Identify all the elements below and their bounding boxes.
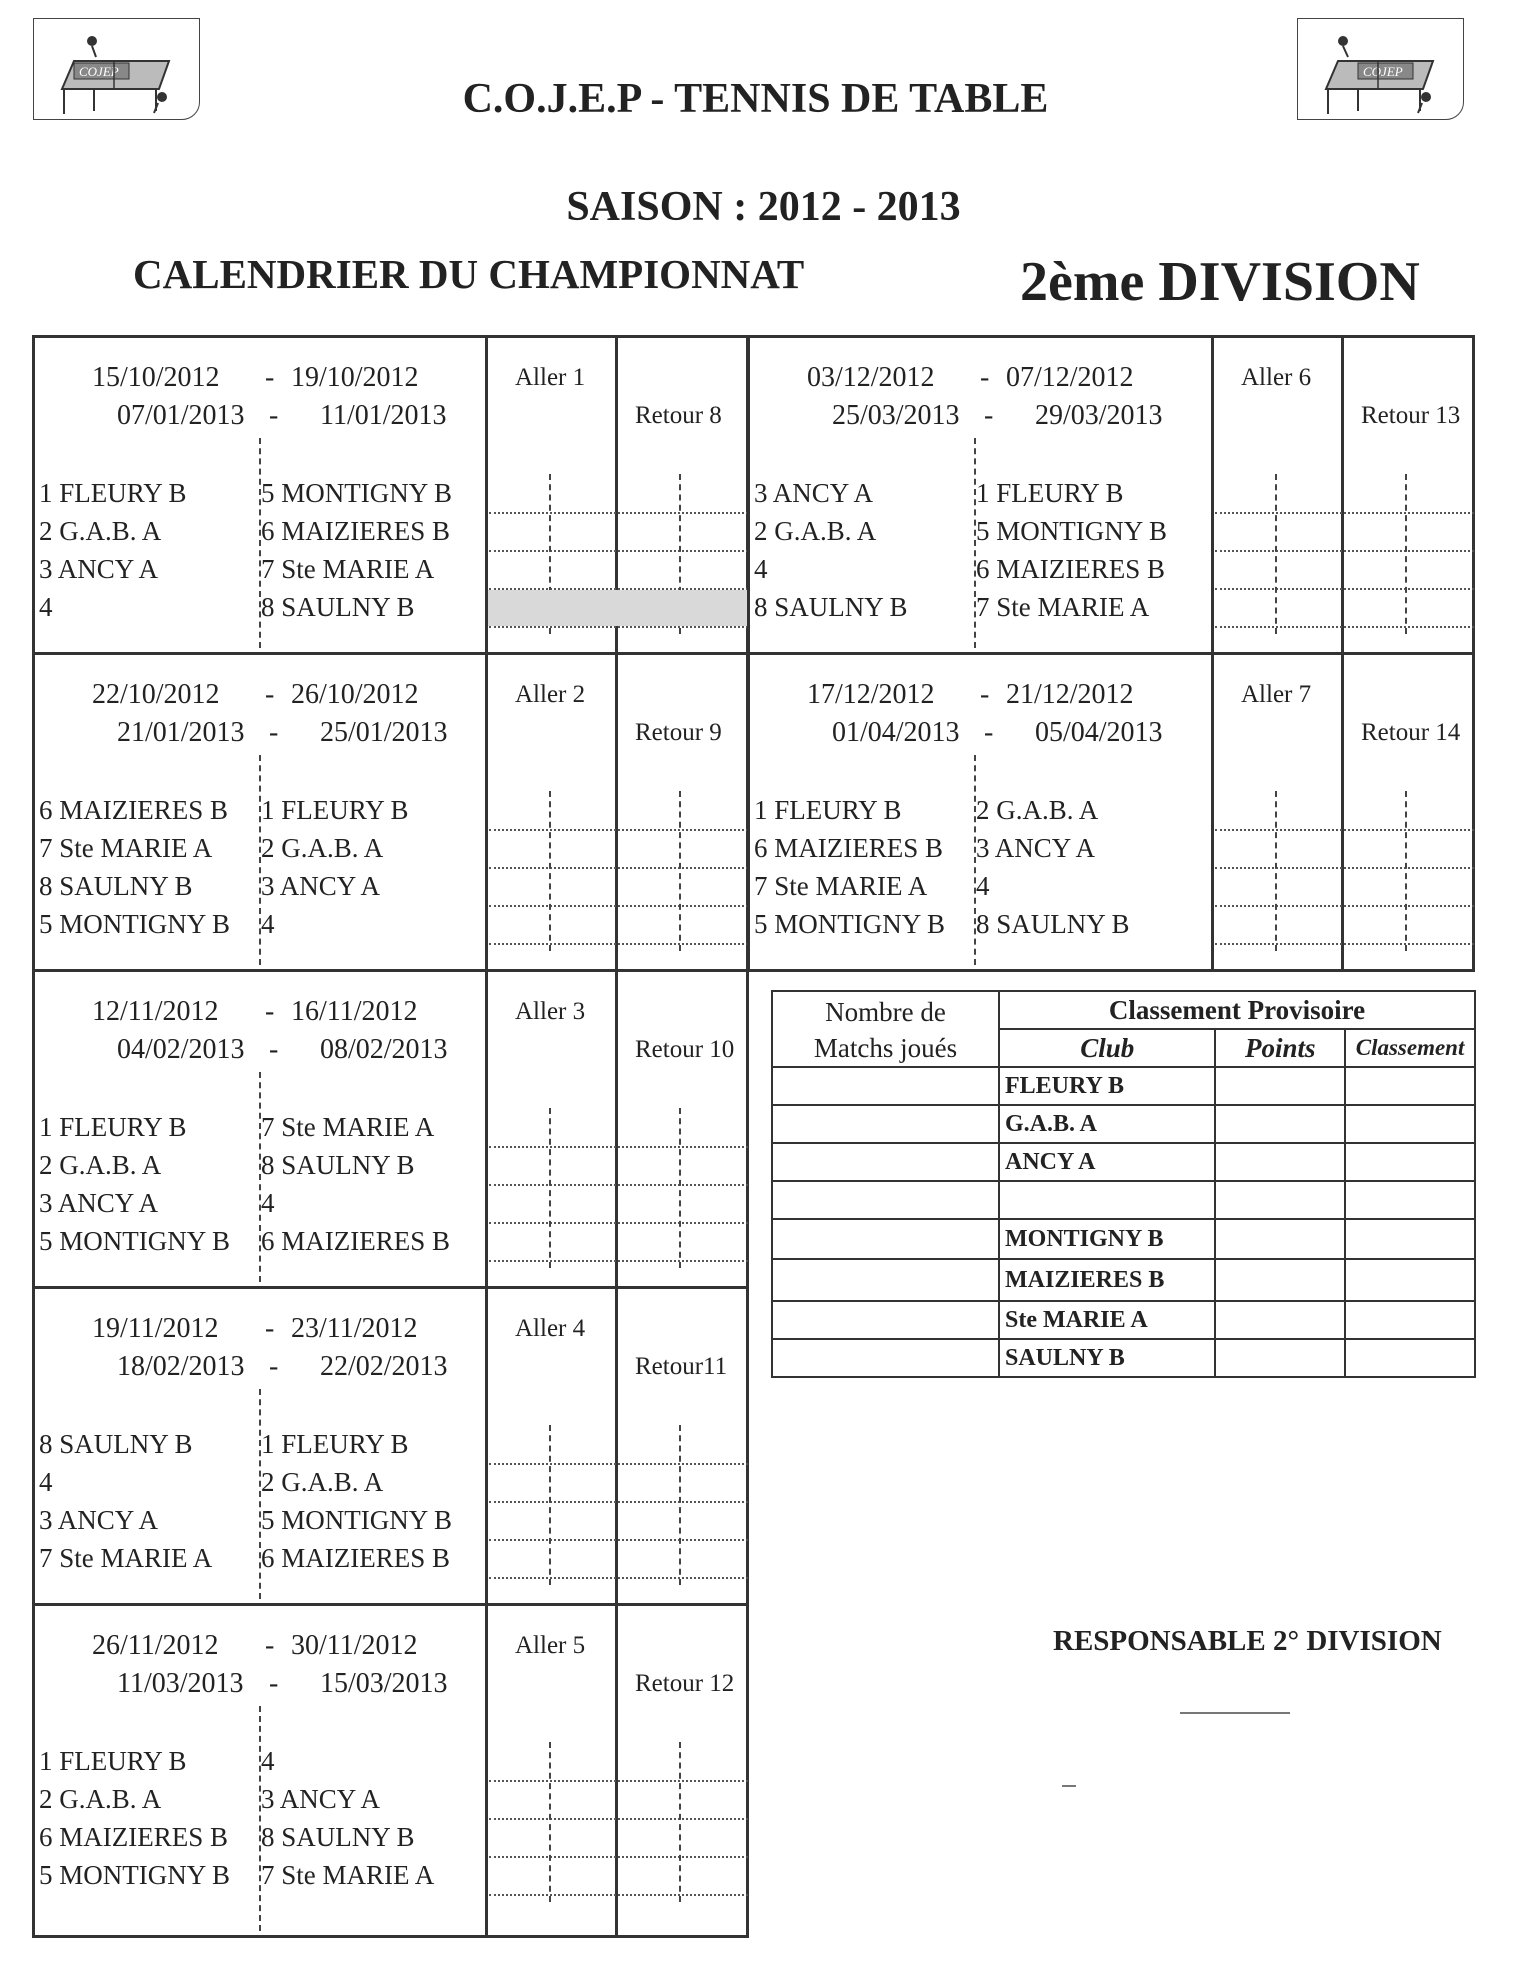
rank-cell[interactable] (1345, 1301, 1475, 1339)
round-date-dash: - (265, 1630, 275, 1661)
round-date-end: 23/11/2012 (291, 1313, 418, 1344)
round-block (747, 652, 1475, 972)
home-team: 5 MONTIGNY B (39, 1860, 230, 1890)
round-date-start: 15/10/2012 (92, 362, 220, 393)
rank-cell[interactable] (1345, 1219, 1475, 1259)
retour-column-divider (615, 1289, 618, 1603)
club-name: SAULNY B (999, 1339, 1215, 1377)
home-team: 4 (39, 1467, 53, 1497)
round-block (32, 969, 749, 1289)
return-date-dash: - (269, 400, 279, 431)
round-date-start: 03/12/2012 (807, 362, 935, 393)
retour-label: Retour11 (635, 1353, 728, 1380)
score-line (489, 905, 748, 907)
home-team: 3 ANCY A (39, 1188, 159, 1218)
matches-played-header: Nombre de Matchs joués (772, 991, 999, 1067)
return-date-start: 25/03/2013 (832, 400, 960, 431)
away-team: 4 (261, 1188, 275, 1218)
home-team: 4 (754, 554, 768, 584)
points-cell[interactable] (1215, 1259, 1345, 1301)
svg-text:COJEP: COJEP (1363, 64, 1403, 79)
return-date-dash: - (269, 1034, 279, 1065)
score-line (489, 626, 748, 628)
round-date-end: 21/12/2012 (1006, 679, 1134, 710)
away-team: 5 MONTIGNY B (261, 478, 452, 508)
standings-row (772, 1105, 1475, 1143)
standings-table (771, 990, 1476, 1378)
return-date-end: 05/04/2013 (1035, 717, 1163, 748)
score-line (1215, 829, 1474, 831)
bye-shading (488, 590, 749, 626)
home-team: 3 ANCY A (39, 1505, 159, 1535)
retour-column-divider (615, 972, 618, 1286)
championship-subtitle: CALENDRIER DU CHAMPIONNAT (133, 251, 805, 297)
round-date-start: 26/11/2012 (92, 1630, 219, 1661)
round-block (32, 1286, 749, 1606)
score-line (489, 1146, 748, 1148)
retour-column-divider (615, 1606, 618, 1935)
away-team: 3 ANCY A (261, 1784, 381, 1814)
standings-row (772, 1301, 1475, 1339)
retour-label: Retour 8 (635, 402, 722, 429)
score-line (489, 1463, 748, 1465)
points-cell[interactable] (1215, 1181, 1345, 1219)
home-team: 7 Ste MARIE A (39, 833, 213, 863)
retour-score-divider (679, 791, 681, 951)
aller-label: Aller 4 (515, 1315, 586, 1342)
return-date-end: 25/01/2013 (320, 717, 448, 748)
score-line (489, 1856, 748, 1858)
score-line (489, 1577, 748, 1579)
aller-label: Aller 2 (515, 681, 586, 708)
away-team: 7 Ste MARIE A (261, 1860, 435, 1890)
home-team: 7 Ste MARIE A (39, 1543, 213, 1573)
score-line (489, 1222, 748, 1224)
matches-played-cell[interactable] (772, 1339, 999, 1377)
standings-title: Classement Provisoire (999, 991, 1475, 1029)
club-column-header: Club (999, 1029, 1215, 1067)
season-title: SAISON : 2012 - 2013 (566, 184, 961, 230)
score-line (1215, 550, 1474, 552)
home-team: 2 G.A.B. A (39, 1150, 162, 1180)
return-date-end: 29/03/2013 (1035, 400, 1163, 431)
away-team: 1 FLEURY B (261, 1429, 409, 1459)
standings-row (772, 1143, 1475, 1181)
contact-line (1180, 1712, 1290, 1714)
retour-label: Retour 9 (635, 719, 722, 746)
round-block (32, 1603, 749, 1938)
aller-score-divider (549, 1425, 551, 1585)
aller-score-divider (549, 1742, 551, 1902)
rank-cell[interactable] (1345, 1259, 1475, 1301)
home-team: 8 SAULNY B (39, 871, 193, 901)
return-date-start: 01/04/2013 (832, 717, 960, 748)
away-team: 4 (261, 909, 275, 939)
away-team: 6 MAIZIERES B (261, 1543, 450, 1573)
return-date-start: 21/01/2013 (117, 717, 245, 748)
matches-played-cell[interactable] (772, 1181, 999, 1219)
score-line (489, 550, 748, 552)
return-date-end: 11/01/2013 (320, 400, 447, 431)
away-team: 7 Ste MARIE A (261, 554, 435, 584)
score-line (1215, 943, 1474, 945)
away-team: 3 ANCY A (261, 871, 381, 901)
points-cell[interactable] (1215, 1067, 1345, 1105)
rank-cell[interactable] (1345, 1143, 1475, 1181)
away-team: 8 SAULNY B (261, 592, 415, 622)
away-team: 8 SAULNY B (261, 1822, 415, 1852)
away-team: 2 G.A.B. A (261, 1467, 384, 1497)
matches-played-cell[interactable] (772, 1301, 999, 1339)
away-team: 7 Ste MARIE A (261, 1112, 435, 1142)
score-line (489, 867, 748, 869)
matches-played-cell[interactable] (772, 1067, 999, 1105)
rank-cell[interactable] (1345, 1067, 1475, 1105)
home-team: 8 SAULNY B (754, 592, 908, 622)
score-line (489, 943, 748, 945)
retour-label: Retour 13 (1361, 402, 1461, 429)
return-date-start: 07/01/2013 (117, 400, 245, 431)
retour-score-divider (1405, 474, 1407, 634)
points-cell[interactable] (1215, 1339, 1345, 1377)
score-line (489, 1894, 748, 1896)
home-team: 8 SAULNY B (39, 1429, 193, 1459)
score-line (489, 512, 748, 514)
home-team: 1 FLEURY B (754, 795, 902, 825)
aller-column-divider (485, 972, 488, 1286)
return-date-start: 11/03/2013 (117, 1668, 244, 1699)
return-date-dash: - (269, 717, 279, 748)
home-team: 3 ANCY A (39, 554, 159, 584)
score-line (489, 829, 748, 831)
aller-column-divider (1211, 338, 1214, 652)
points-cell[interactable] (1215, 1105, 1345, 1143)
home-team: 1 FLEURY B (39, 1746, 187, 1776)
round-date-start: 22/10/2012 (92, 679, 220, 710)
retour-column-divider (1341, 655, 1344, 969)
score-line (1215, 867, 1474, 869)
standings-row (772, 1219, 1475, 1259)
round-date-dash: - (265, 996, 275, 1027)
round-date-end: 19/10/2012 (291, 362, 419, 393)
round-date-start: 17/12/2012 (807, 679, 935, 710)
away-team: 6 MAIZIERES B (976, 554, 1165, 584)
score-line (1215, 512, 1474, 514)
score-line (1215, 588, 1474, 590)
return-date-dash: - (269, 1351, 279, 1382)
round-block (747, 335, 1475, 655)
home-team: 6 MAIZIERES B (39, 1822, 228, 1852)
standings-row (772, 1339, 1475, 1377)
away-team: 8 SAULNY B (976, 909, 1130, 939)
away-team: 5 MONTIGNY B (976, 516, 1167, 546)
matches-played-cell[interactable] (772, 1219, 999, 1259)
away-team: 1 FLEURY B (976, 478, 1124, 508)
away-team: 4 (261, 1746, 275, 1776)
score-line (489, 1818, 748, 1820)
away-team: 2 G.A.B. A (976, 795, 1099, 825)
aller-score-divider (1275, 474, 1277, 634)
score-line (489, 1501, 748, 1503)
home-team: 2 G.A.B. A (39, 516, 162, 546)
aller-label: Aller 3 (515, 998, 586, 1025)
home-team: 5 MONTIGNY B (39, 1226, 230, 1256)
round-date-dash: - (265, 1313, 275, 1344)
club-name: FLEURY B (999, 1067, 1215, 1105)
retour-label: Retour 12 (635, 1670, 735, 1697)
rank-cell[interactable] (1345, 1105, 1475, 1143)
score-line (489, 1539, 748, 1541)
aller-column-divider (485, 1289, 488, 1603)
points-cell[interactable] (1215, 1143, 1345, 1181)
away-team: 6 MAIZIERES B (261, 1226, 450, 1256)
away-team: 3 ANCY A (976, 833, 1096, 863)
division-title: 2ème DIVISION (1020, 251, 1420, 313)
retour-score-divider (1405, 791, 1407, 951)
page-title: C.O.J.E.P - TENNIS DE TABLE (462, 76, 1049, 122)
home-team: 5 MONTIGNY B (754, 909, 945, 939)
standings-row (772, 1181, 1475, 1219)
home-team: 2 G.A.B. A (39, 1784, 162, 1814)
return-date-dash: - (984, 400, 994, 431)
standings-row (772, 1067, 1475, 1105)
away-team: 5 MONTIGNY B (261, 1505, 452, 1535)
points-cell[interactable] (1215, 1219, 1345, 1259)
round-block (32, 652, 749, 972)
score-line (489, 1780, 748, 1782)
matches-played-cell[interactable] (772, 1105, 999, 1143)
round-date-dash: - (265, 679, 275, 710)
away-team: 8 SAULNY B (261, 1150, 415, 1180)
rank-column-header: Classement (1345, 1029, 1475, 1067)
round-date-end: 26/10/2012 (291, 679, 419, 710)
aller-score-divider (549, 1108, 551, 1268)
home-team: 2 G.A.B. A (754, 516, 877, 546)
standings-row (772, 1259, 1475, 1301)
contact-mark (1062, 1785, 1076, 1787)
points-cell[interactable] (1215, 1301, 1345, 1339)
matches-played-cell[interactable] (772, 1259, 999, 1301)
round-date-end: 30/11/2012 (291, 1630, 418, 1661)
return-date-start: 04/02/2013 (117, 1034, 245, 1065)
round-date-dash: - (980, 679, 990, 710)
points-column-header: Points (1215, 1029, 1345, 1067)
matches-played-cell[interactable] (772, 1143, 999, 1181)
round-date-start: 19/11/2012 (92, 1313, 219, 1344)
return-date-dash: - (269, 1668, 279, 1699)
score-line (1215, 626, 1474, 628)
score-line (489, 1184, 748, 1186)
return-date-end: 15/03/2013 (320, 1668, 448, 1699)
rank-cell[interactable] (1345, 1339, 1475, 1377)
retour-column-divider (1341, 338, 1344, 652)
aller-column-divider (1211, 655, 1214, 969)
home-team: 4 (39, 592, 53, 622)
home-team: 3 ANCY A (754, 478, 874, 508)
home-team: 7 Ste MARIE A (754, 871, 928, 901)
round-date-end: 16/11/2012 (291, 996, 418, 1027)
round-date-end: 07/12/2012 (1006, 362, 1134, 393)
svg-text:COJEP: COJEP (79, 64, 119, 79)
away-team: 1 FLEURY B (261, 795, 409, 825)
club-name: G.A.B. A (999, 1105, 1215, 1143)
return-date-start: 18/02/2013 (117, 1351, 245, 1382)
retour-label: Retour 14 (1361, 719, 1461, 746)
aller-score-divider (1275, 791, 1277, 951)
club-name: Ste MARIE A (999, 1301, 1215, 1339)
retour-score-divider (679, 1108, 681, 1268)
home-team: 1 FLEURY B (39, 1112, 187, 1142)
return-date-dash: - (984, 717, 994, 748)
home-team: 5 MONTIGNY B (39, 909, 230, 939)
round-date-dash: - (265, 362, 275, 393)
round-date-start: 12/11/2012 (92, 996, 219, 1027)
score-line (489, 1260, 748, 1262)
club-name: MONTIGNY B (999, 1219, 1215, 1259)
rank-cell[interactable] (1345, 1181, 1475, 1219)
retour-label: Retour 10 (635, 1036, 735, 1063)
score-line (1215, 905, 1474, 907)
aller-column-divider (485, 655, 488, 969)
away-team: 7 Ste MARIE A (976, 592, 1150, 622)
aller-label: Aller 5 (515, 1632, 586, 1659)
retour-score-divider (679, 1742, 681, 1902)
return-date-end: 22/02/2013 (320, 1351, 448, 1382)
retour-column-divider (615, 655, 618, 969)
home-team: 6 MAIZIERES B (754, 833, 943, 863)
aller-column-divider (485, 1606, 488, 1935)
away-team: 4 (976, 871, 990, 901)
away-team: 2 G.A.B. A (261, 833, 384, 863)
team-divider (259, 1706, 261, 1931)
away-team: 6 MAIZIERES B (261, 516, 450, 546)
retour-score-divider (679, 1425, 681, 1585)
aller-label: Aller 6 (1241, 364, 1312, 391)
aller-label: Aller 7 (1241, 681, 1312, 708)
aller-score-divider (549, 791, 551, 951)
home-team: 1 FLEURY B (39, 478, 187, 508)
club-name: MAIZIERES B (999, 1259, 1215, 1301)
club-name: ANCY A (999, 1143, 1215, 1181)
round-block (32, 335, 749, 655)
round-date-dash: - (980, 362, 990, 393)
division-responsible: RESPONSABLE 2° DIVISION (1053, 1625, 1442, 1657)
home-team: 6 MAIZIERES B (39, 795, 228, 825)
aller-label: Aller 1 (515, 364, 586, 391)
club-name (999, 1181, 1215, 1219)
return-date-end: 08/02/2013 (320, 1034, 448, 1065)
